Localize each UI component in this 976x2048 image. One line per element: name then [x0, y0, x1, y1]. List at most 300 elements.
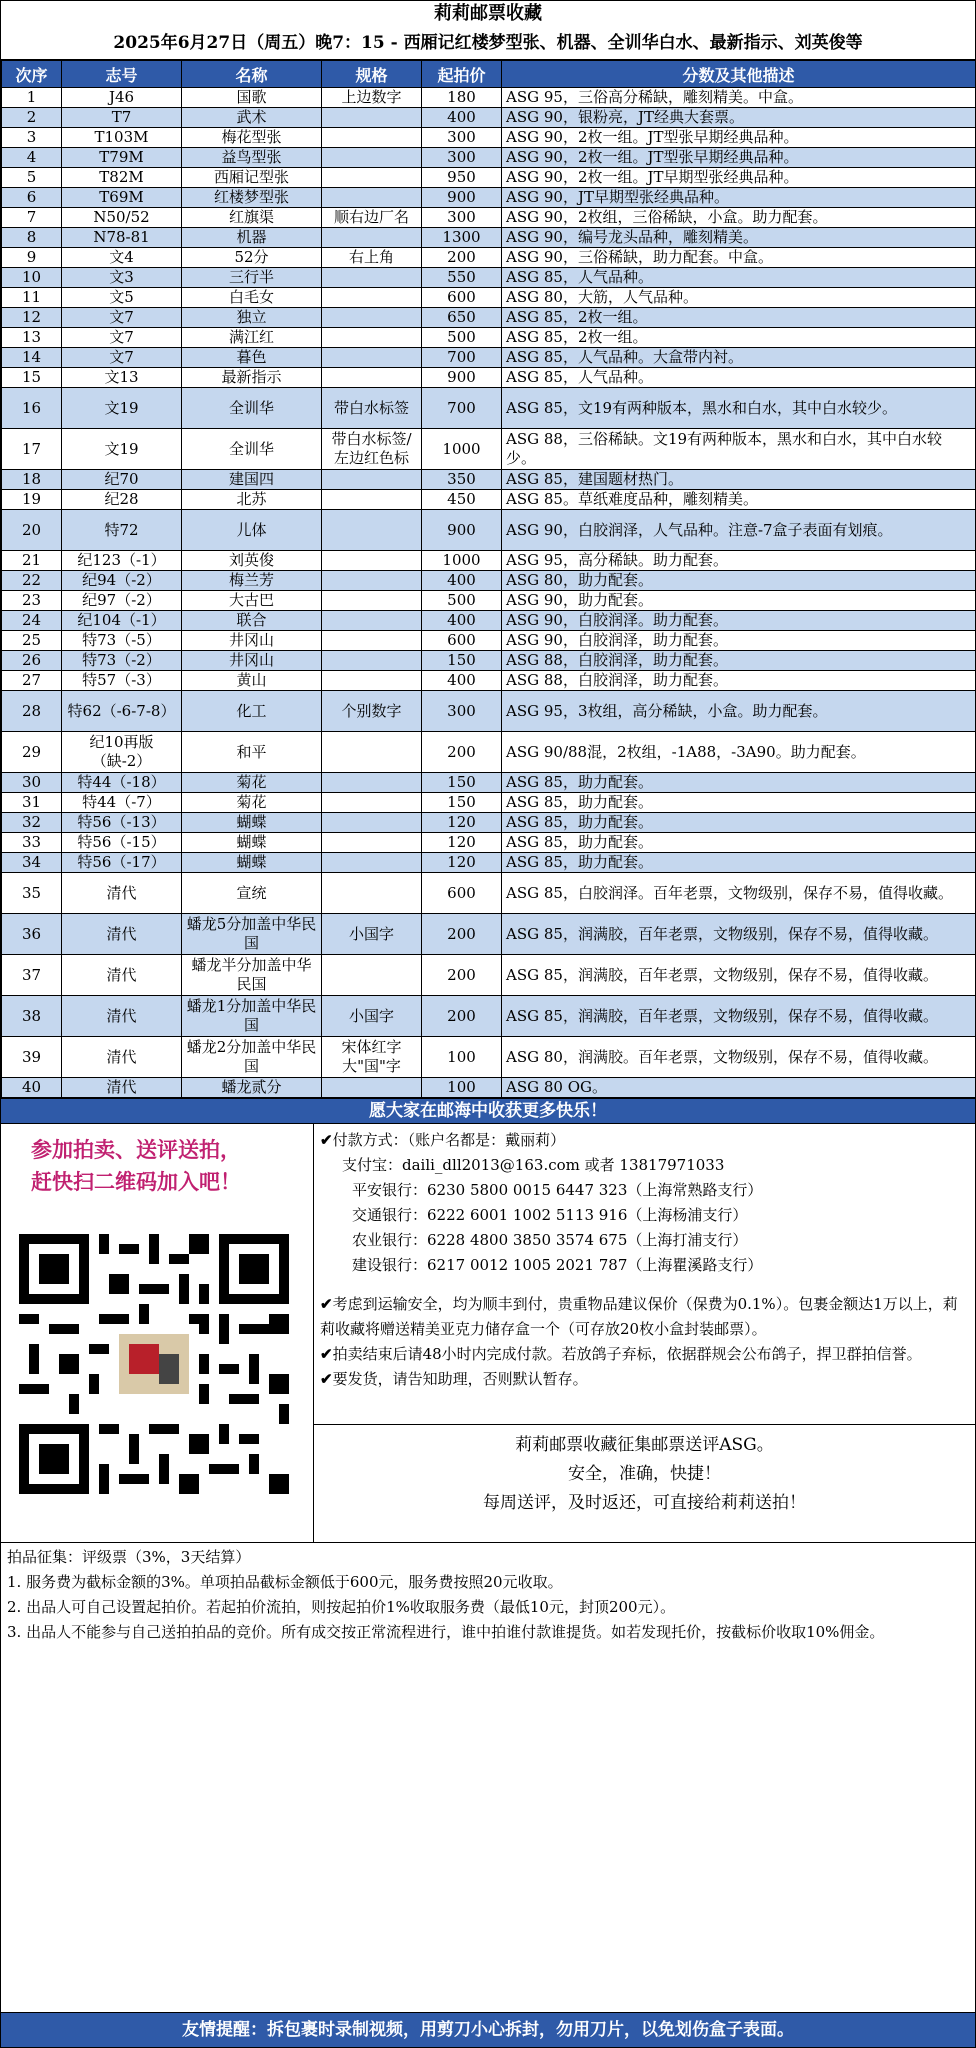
cell-order: 22	[2, 571, 62, 591]
cell-price: 1000	[422, 551, 502, 571]
cell-desc: ASG 85，助力配套。	[502, 813, 976, 833]
table-header-row	[2, 61, 976, 88]
cell-desc: ASG 95，高分稀缺。助力配套。	[502, 551, 976, 571]
cell-desc: ASG 85，2枚一组。	[502, 328, 976, 348]
cell-desc: ASG 85，润满胶，百年老票，文物级别，保存不易，值得收藏。	[502, 996, 976, 1037]
cell-name: 梅兰芳	[182, 571, 322, 591]
cell-spec	[322, 611, 422, 631]
cell-spec	[322, 348, 422, 368]
table-row	[2, 671, 976, 691]
cell-name: 联合	[182, 611, 322, 631]
cell-desc: ASG 90，JT早期型张经典品种。	[502, 188, 976, 208]
cell-price: 500	[422, 591, 502, 611]
cell-order: 32	[2, 813, 62, 833]
cell-code: 文19	[62, 429, 182, 470]
cell-code: T79M	[62, 148, 182, 168]
cell-name: 西厢记型张	[182, 168, 322, 188]
promo-text	[1, 1124, 313, 1198]
cell-price: 200	[422, 914, 502, 955]
cell-code: 特56（-13）	[62, 813, 182, 833]
promo-panel	[1, 1124, 314, 1542]
cell-name: 蟠龙5分加盖中华民国	[182, 914, 322, 955]
cell-code: T69M	[62, 188, 182, 208]
cell-price: 300	[422, 208, 502, 228]
table-row	[2, 429, 976, 470]
footer-reminder: 友情提醒：拆包裹时录制视频，用剪刀小心拆封，勿用刀片，以免划伤盒子表面。	[1, 2012, 975, 2047]
cell-price: 900	[422, 368, 502, 388]
cell-order: 31	[2, 793, 62, 813]
cell-name: 益鸟型张	[182, 148, 322, 168]
table-row	[2, 108, 976, 128]
table-row	[2, 571, 976, 591]
table-row	[2, 368, 976, 388]
cell-price: 400	[422, 108, 502, 128]
table-row	[2, 996, 976, 1037]
cell-code: 纪123（-1）	[62, 551, 182, 571]
cell-desc: ASG 85，润满胶，百年老票，文物级别，保存不易，值得收藏。	[502, 914, 976, 955]
cell-code: 文13	[62, 368, 182, 388]
cell-name: 52分	[182, 248, 322, 268]
cell-name: 全训华	[182, 388, 322, 429]
cell-desc: ASG 95，三俗高分稀缺，雕刻精美。中盒。	[502, 88, 976, 108]
bank-line-abc: 农业银行：6228 4800 3850 3574 675（上海打浦支行）	[352, 1231, 748, 1249]
cell-spec: 顺右边厂名	[322, 208, 422, 228]
cell-price: 900	[422, 188, 502, 208]
cell-order: 33	[2, 833, 62, 853]
cell-code: 特73（-5）	[62, 631, 182, 651]
cell-name: 梅花型张	[182, 128, 322, 148]
table-row	[2, 168, 976, 188]
cell-code: 纪97（-2）	[62, 591, 182, 611]
cell-order: 24	[2, 611, 62, 631]
cell-desc: ASG 85，润满胶，百年老票，文物级别，保存不易，值得收藏。	[502, 955, 976, 996]
cell-spec	[322, 328, 422, 348]
cell-price: 450	[422, 490, 502, 510]
slogan-banner: 愿大家在邮海中收获更多快乐！	[1, 1098, 975, 1124]
promo-line-1: 参加拍卖、送评送拍，	[31, 1137, 241, 1162]
cell-order: 4	[2, 148, 62, 168]
cell-desc: ASG 80，润满胶。百年老票，文物级别，保存不易，值得收藏。	[502, 1037, 976, 1078]
cell-desc: ASG 85，白胶润泽。百年老票，文物级别，保存不易，值得收藏。	[502, 873, 976, 914]
cell-price: 600	[422, 873, 502, 914]
cell-desc: ASG 90，编号龙头品种，雕刻精美。	[502, 228, 976, 248]
info-section	[1, 1124, 975, 1543]
cell-code: 文19	[62, 388, 182, 429]
cell-name: 刘英俊	[182, 551, 322, 571]
cell-name: 儿体	[182, 510, 322, 551]
cell-order: 39	[2, 1037, 62, 1078]
stamp-table	[1, 60, 976, 1098]
cell-desc: ASG 85，助力配套。	[502, 793, 976, 813]
cell-price: 180	[422, 88, 502, 108]
cell-name: 蟠龙贰分	[182, 1078, 322, 1098]
cell-order: 21	[2, 551, 62, 571]
cell-order: 18	[2, 470, 62, 490]
cell-price: 700	[422, 388, 502, 429]
cell-price: 200	[422, 732, 502, 773]
cell-code: 文7	[62, 308, 182, 328]
cell-code: 特44（-7）	[62, 793, 182, 813]
cell-desc: ASG 90，银粉亮，JT经典大套票。	[502, 108, 976, 128]
rule-item: 2. 出品人可自己设置起拍价。若起拍价流拍，则按起拍价1%收取服务费（最低10元，封顶200元）。	[7, 1598, 676, 1616]
cell-code: 纪70	[62, 470, 182, 490]
table-row	[2, 470, 976, 490]
cell-spec: 带白水标签	[322, 388, 422, 429]
table-row	[2, 328, 976, 348]
cell-name: 三行半	[182, 268, 322, 288]
cell-name: 白毛女	[182, 288, 322, 308]
cell-code: 文4	[62, 248, 182, 268]
cell-price: 100	[422, 1037, 502, 1078]
sheet-title: 莉莉邮票收藏	[434, 3, 542, 24]
cell-order: 28	[2, 691, 62, 732]
table-row	[2, 308, 976, 328]
cell-spec: 个别数字	[322, 691, 422, 732]
cell-spec	[322, 108, 422, 128]
column-header-name: 名称	[182, 61, 322, 88]
cell-spec	[322, 168, 422, 188]
cell-name: 全训华	[182, 429, 322, 470]
bank-line-pingan: 平安银行：6230 5800 0015 6447 323（上海常熟路支行）	[352, 1181, 763, 1199]
cell-code: 特62（-6-7-8）	[62, 691, 182, 732]
table-row	[2, 813, 976, 833]
check-icon: ✔	[320, 1370, 333, 1388]
cell-code: 纪104（-1）	[62, 611, 182, 631]
column-header-desc: 分数及其他描述	[502, 61, 976, 88]
cell-order: 40	[2, 1078, 62, 1098]
cell-price: 1300	[422, 228, 502, 248]
cell-price: 100	[422, 1078, 502, 1098]
cell-order: 19	[2, 490, 62, 510]
grading-line-1: 莉莉邮票收藏征集邮票送评ASG。	[515, 1435, 774, 1455]
cell-price: 600	[422, 631, 502, 651]
cell-name: 北苏	[182, 490, 322, 510]
cell-name: 蟠龙半分加盖中华民国	[182, 955, 322, 996]
cell-desc: ASG 90，2枚一组。JT型张早期经典品种。	[502, 128, 976, 148]
cell-spec: 宋体红字大"国"字	[322, 1037, 422, 1078]
table-row	[2, 732, 976, 773]
payment-info	[314, 1124, 975, 1278]
cell-spec	[322, 188, 422, 208]
cell-desc: ASG 85，人气品种。	[502, 368, 976, 388]
cell-desc: ASG 85，助力配套。	[502, 853, 976, 873]
sheet-subtitle: 2025年6月27日（周五）晚7：15 - 西厢记红楼梦型张、机器、全训华白水、最新指示、刘英俊等	[1, 27, 975, 60]
cell-spec	[322, 631, 422, 651]
cell-order: 15	[2, 368, 62, 388]
cell-desc: ASG 90，白胶润泽，助力配套。	[502, 631, 976, 651]
cell-price: 650	[422, 308, 502, 328]
cell-code: 纪10再版（缺-2）	[62, 732, 182, 773]
rules-heading: 拍品征集：评级票（3%，3天结算）	[7, 1548, 251, 1566]
table-row	[2, 914, 976, 955]
cell-code: 清代	[62, 914, 182, 955]
check-icon: ✔	[320, 1295, 333, 1313]
grading-service-box	[314, 1424, 975, 1542]
cell-order: 3	[2, 128, 62, 148]
grading-line-3: 每周送评，及时返还，可直接给莉莉送拍！	[483, 1493, 806, 1513]
cell-name: 菊花	[182, 773, 322, 793]
qr-code-icon[interactable]	[19, 1234, 289, 1494]
cell-price: 700	[422, 348, 502, 368]
table-row	[2, 510, 976, 551]
delivery-note: ✔要发货，请告知助理，否则默认暂存。	[320, 1370, 588, 1388]
cell-desc: ASG 85。草纸难度品种，雕刻精美。	[502, 490, 976, 510]
table-row	[2, 853, 976, 873]
cell-spec	[322, 288, 422, 308]
promo-line-2: 赶快扫二维码加入吧！	[31, 1169, 241, 1194]
cell-spec	[322, 308, 422, 328]
cell-desc: ASG 90，三俗稀缺，助力配套。中盒。	[502, 248, 976, 268]
cell-price: 500	[422, 328, 502, 348]
cell-name: 红旗渠	[182, 208, 322, 228]
cell-code: 清代	[62, 873, 182, 914]
cell-code: T82M	[62, 168, 182, 188]
cell-desc: ASG 88，三俗稀缺。文19有两种版本，黑水和白水，其中白水较少。	[502, 429, 976, 470]
cell-desc: ASG 80，大筋，人气品种。	[502, 288, 976, 308]
cell-spec	[322, 813, 422, 833]
cell-name: 大古巴	[182, 591, 322, 611]
cell-price: 950	[422, 168, 502, 188]
stamp-table-body	[2, 88, 976, 1098]
table-row	[2, 631, 976, 651]
cell-spec	[322, 470, 422, 490]
cell-price: 350	[422, 470, 502, 490]
cell-code: N78-81	[62, 228, 182, 248]
cell-spec	[322, 128, 422, 148]
table-row	[2, 388, 976, 429]
cell-spec	[322, 873, 422, 914]
cell-price: 900	[422, 510, 502, 551]
cell-order: 34	[2, 853, 62, 873]
cell-name: 蝴蝶	[182, 833, 322, 853]
cell-code: 清代	[62, 996, 182, 1037]
cell-name: 最新指示	[182, 368, 322, 388]
cell-spec	[322, 651, 422, 671]
table-row	[2, 611, 976, 631]
cell-price: 120	[422, 853, 502, 873]
cell-spec	[322, 773, 422, 793]
cell-order: 2	[2, 108, 62, 128]
cell-order: 27	[2, 671, 62, 691]
cell-name: 宣统	[182, 873, 322, 914]
cell-spec	[322, 1078, 422, 1098]
cell-code: 文3	[62, 268, 182, 288]
column-header-price: 起拍价	[422, 61, 502, 88]
cell-order: 6	[2, 188, 62, 208]
payment-heading: 付款方式：（账户名都是：戴丽莉）	[332, 1131, 566, 1149]
column-header-code: 志号	[62, 61, 182, 88]
cell-price: 400	[422, 671, 502, 691]
cell-order: 8	[2, 228, 62, 248]
cell-spec: 上边数字	[322, 88, 422, 108]
cell-code: 文7	[62, 328, 182, 348]
grading-line-2: 安全，准确，快捷！	[568, 1464, 721, 1484]
cell-order: 11	[2, 288, 62, 308]
cell-desc: ASG 80 OG。	[502, 1078, 976, 1098]
table-row	[2, 490, 976, 510]
consignment-rules	[1, 1543, 975, 1703]
table-row	[2, 591, 976, 611]
cell-desc: ASG 85，助力配套。	[502, 773, 976, 793]
cell-order: 26	[2, 651, 62, 671]
cell-spec	[322, 571, 422, 591]
cell-order: 1	[2, 88, 62, 108]
cell-price: 550	[422, 268, 502, 288]
cell-code: 特73（-2）	[62, 651, 182, 671]
cell-order: 37	[2, 955, 62, 996]
cell-code: 文7	[62, 348, 182, 368]
cell-desc: ASG 90/88混，2枚组，-1A88，-3A90。助力配套。	[502, 732, 976, 773]
cell-order: 36	[2, 914, 62, 955]
cell-desc: ASG 90，2枚一组。JT型张早期经典品种。	[502, 148, 976, 168]
payment-deadline-note: ✔拍卖结束后请48小时内完成付款。若放鸽子弃标，依据群规会公布鸽子，捍卫群拍信誉。	[320, 1345, 922, 1363]
cell-price: 150	[422, 793, 502, 813]
cell-name: 机器	[182, 228, 322, 248]
cell-desc: ASG 90，白胶润泽，人气品种。注意-7盒子表面有划痕。	[502, 510, 976, 551]
cell-spec	[322, 955, 422, 996]
cell-code: J46	[62, 88, 182, 108]
cell-order: 14	[2, 348, 62, 368]
cell-spec	[322, 793, 422, 813]
table-row	[2, 268, 976, 288]
cell-price: 600	[422, 288, 502, 308]
cell-code: 特56（-15）	[62, 833, 182, 853]
cell-code: T7	[62, 108, 182, 128]
cell-desc: ASG 90，白胶润泽。助力配套。	[502, 611, 976, 631]
cell-spec: 带白水标签/左边红色标	[322, 429, 422, 470]
table-row	[2, 833, 976, 853]
cell-code: 特57（-3）	[62, 671, 182, 691]
table-row	[2, 188, 976, 208]
cell-desc: ASG 85，人气品种。大盒带内衬。	[502, 348, 976, 368]
alipay-line: 支付宝：daili_dll2013@163.com 或者 13817971033	[342, 1156, 725, 1174]
cell-desc: ASG 90，2枚组，三俗稀缺，小盒。助力配套。	[502, 208, 976, 228]
cell-name: 化工	[182, 691, 322, 732]
table-row	[2, 793, 976, 813]
cell-code: 特44（-18）	[62, 773, 182, 793]
cell-spec	[322, 268, 422, 288]
cell-code: 清代	[62, 1037, 182, 1078]
table-row	[2, 148, 976, 168]
bank-line-ccb: 建设银行：6217 0012 1005 2021 787（上海瞿溪路支行）	[352, 1256, 763, 1274]
cell-desc: ASG 95，3枚组，高分稀缺，小盒。助力配套。	[502, 691, 976, 732]
table-row	[2, 691, 976, 732]
cell-price: 300	[422, 128, 502, 148]
cell-order: 20	[2, 510, 62, 551]
cell-spec: 右上角	[322, 248, 422, 268]
cell-name: 蝴蝶	[182, 813, 322, 833]
cell-spec	[322, 148, 422, 168]
cell-desc: ASG 85，建国题材热门。	[502, 470, 976, 490]
bank-line-bocom: 交通银行：6222 6001 1002 5113 916（上海杨浦支行）	[352, 1206, 748, 1224]
table-row	[2, 248, 976, 268]
cell-desc: ASG 88，白胶润泽，助力配套。	[502, 671, 976, 691]
cell-code: T103M	[62, 128, 182, 148]
cell-desc: ASG 85，2枚一组。	[502, 308, 976, 328]
rule-item: 1. 服务费为截标金额的3%。单项拍品截标金额低于600元，服务费按照20元收取。	[7, 1573, 563, 1591]
cell-order: 10	[2, 268, 62, 288]
cell-price: 200	[422, 248, 502, 268]
table-row	[2, 208, 976, 228]
cell-name: 蟠龙2分加盖中华民国	[182, 1037, 322, 1078]
cell-price: 300	[422, 148, 502, 168]
cell-price: 150	[422, 651, 502, 671]
cell-name: 菊花	[182, 793, 322, 813]
cell-order: 16	[2, 388, 62, 429]
cell-code: 特56（-17）	[62, 853, 182, 873]
table-row	[2, 88, 976, 108]
cell-code: 特72	[62, 510, 182, 551]
table-row	[2, 348, 976, 368]
cell-spec	[322, 490, 422, 510]
cell-name: 井冈山	[182, 631, 322, 651]
cell-name: 暮色	[182, 348, 322, 368]
table-row	[2, 773, 976, 793]
cell-desc: ASG 88，白胶润泽，助力配套。	[502, 651, 976, 671]
cell-order: 35	[2, 873, 62, 914]
cell-spec	[322, 833, 422, 853]
cell-name: 建国四	[182, 470, 322, 490]
cell-order: 13	[2, 328, 62, 348]
cell-spec	[322, 510, 422, 551]
cell-order: 5	[2, 168, 62, 188]
cell-price: 150	[422, 773, 502, 793]
cell-order: 25	[2, 631, 62, 651]
cell-spec	[322, 732, 422, 773]
cell-price: 200	[422, 996, 502, 1037]
check-icon: ✔	[320, 1131, 333, 1149]
cell-order: 38	[2, 996, 62, 1037]
cell-code: 清代	[62, 955, 182, 996]
cell-desc: ASG 85，助力配套。	[502, 833, 976, 853]
cell-order: 9	[2, 248, 62, 268]
cell-order: 7	[2, 208, 62, 228]
cell-price: 1000	[422, 429, 502, 470]
cell-code: 清代	[62, 1078, 182, 1098]
cell-desc: ASG 85，文19有两种版本，黑水和白水，其中白水较少。	[502, 388, 976, 429]
table-row	[2, 551, 976, 571]
table-row	[2, 1078, 976, 1098]
check-icon: ✔	[320, 1345, 333, 1363]
cell-price: 400	[422, 571, 502, 591]
cell-name: 红楼梦型张	[182, 188, 322, 208]
cell-spec	[322, 671, 422, 691]
cell-name: 蝴蝶	[182, 853, 322, 873]
cell-name: 井冈山	[182, 651, 322, 671]
table-row	[2, 651, 976, 671]
table-row	[2, 955, 976, 996]
table-row	[2, 873, 976, 914]
table-row	[2, 228, 976, 248]
cell-desc: ASG 90，2枚一组。JT早期型张经典品种。	[502, 168, 976, 188]
cell-price: 400	[422, 611, 502, 631]
shipping-note: ✔考虑到运输安全，均为顺丰到付，贵重物品建议保价（保费为0.1%）。包裹金额达1万以上，莉莉收藏将赠送精美亚克力储存盒一个（可存放20枚小盒封装邮票）。	[320, 1295, 958, 1338]
cell-desc: ASG 90，助力配套。	[502, 591, 976, 611]
table-row	[2, 288, 976, 308]
cell-order: 17	[2, 429, 62, 470]
column-header-order: 次序	[2, 61, 62, 88]
cell-code: 纪28	[62, 490, 182, 510]
table-row	[2, 1037, 976, 1078]
cell-code: 文5	[62, 288, 182, 308]
cell-price: 200	[422, 955, 502, 996]
cell-name: 黄山	[182, 671, 322, 691]
cell-order: 23	[2, 591, 62, 611]
cell-name: 国歌	[182, 88, 322, 108]
rule-item: 3. 出品人不能参与自己送拍拍品的竞价。所有成交按正常流程进行，谁中拍谁付款谁提货。如若发现托价，按截标价收取10%佣金。	[7, 1623, 885, 1641]
cell-spec	[322, 228, 422, 248]
payment-panel	[314, 1124, 975, 1542]
